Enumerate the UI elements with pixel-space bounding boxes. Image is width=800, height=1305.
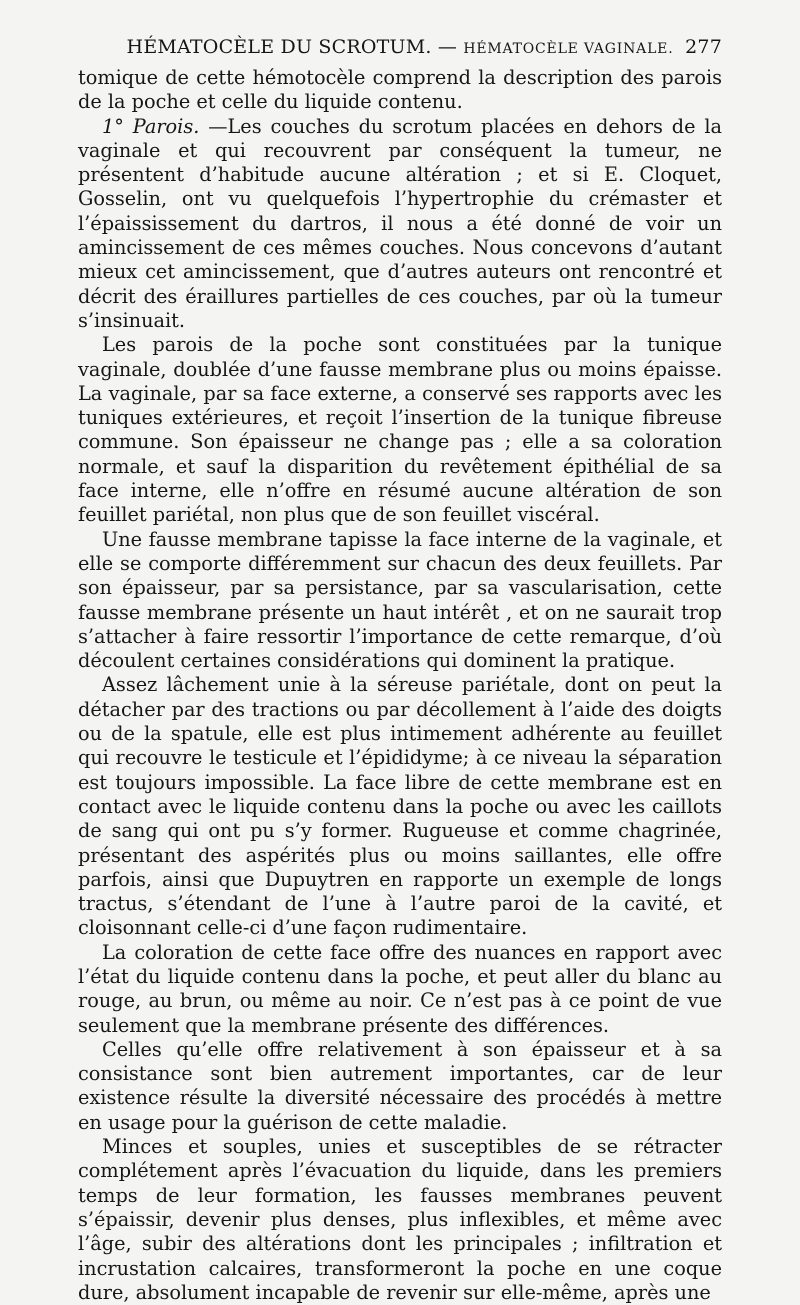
running-title bbox=[78, 36, 722, 58]
paragraph-text: Assez lâchement unie à la séreuse pariétale, dont on peut la détacher par des tractions ou par décollement à l’aide des doigts ou de la spatule, elle est plus intimement adhérente au feuillet qui recouvre le testicule et l’épididyme; à ce niveau la séparation est toujours impossible. La face libre de cette membrane est en contact avec le liquide contenu dans la poche ou avec les caillots de sang qui ont pu s’y former. Rugueuse et comme chagrinée, présentant des aspérités plus ou moins saillantes, elle offre parfois, ainsi que Dupuytren en rapporte un exemple de longs tractus, s’étendant de l’une à l’autre paroi de la cavité, et cloisonnant celle-ci d’une façon rudimentaire. bbox=[78, 673, 722, 940]
paragraph bbox=[78, 333, 722, 527]
page-number: 277 bbox=[685, 36, 722, 58]
paragraph bbox=[78, 1135, 722, 1305]
paragraph bbox=[78, 673, 722, 940]
paragraph-text: La coloration de cette face offre des nuances en rapport avec l’état du liquide contenu dans la poche, et peut aller du blanc au rouge, au brun, ou même au noir. Ce n’est pas à ce point de vue seulement que la membrane présente des différences. bbox=[78, 940, 722, 1037]
paragraph bbox=[78, 941, 722, 1038]
paragraph bbox=[78, 528, 722, 674]
paragraph bbox=[78, 66, 722, 115]
running-title-sub: HÉMATOCÈLE VAGINALE. bbox=[463, 41, 674, 57]
paragraph-text: —Les couches du scrotum placées en dehors de la vaginale et qui recouvrent par conséquent la tumeur, ne présentent d’habitude aucune altération ; et si E. Cloquet, Gosselin, ont vu quelquefois l’hypertrophie du crémaster et l’épaississement du dartros, il nous a été donné de voir un amincissement de ces mêmes couches. Nous concevons d’autant mieux cet amincissement, que d’autres auteurs ont rencontré et décrit des éraillures partielles de ces couches, par où la tumeur s’insinuait. bbox=[78, 114, 723, 332]
paragraph-text: Celles qu’elle offre relativement à son épaisseur et à sa consistance sont bien autrement importantes, car de leur existence résulte la diversité nécessaire des procédés à mettre en usage pour la guérison de cette maladie. bbox=[78, 1037, 722, 1134]
paragraph-text: tomique de cette hémotocèle comprend la description des parois de la poche et celle du liquide contenu. bbox=[78, 66, 722, 114]
paragraph-text: Les parois de la poche sont constituées par la tunique vaginale, doublée d’une fausse membrane plus ou moins épaisse. La vaginale, par sa face externe, a conservé ses rapports avec les tuniques extérieures, et reçoit l’insertion de la tunique fibreuse commune. Son épaisseur ne change pas ; elle a sa coloration normale, et sauf la disparition du revêtement épithélial de sa face interne, elle n’offre en résumé aucune altération de son feuillet pariétal, non plus que de son feuillet viscéral. bbox=[78, 333, 722, 527]
paragraph bbox=[78, 115, 722, 334]
body-text bbox=[78, 66, 722, 1305]
paragraph-text: Minces et souples, unies et susceptibles de se rétracter complétement après l’évacuation du liquide, dans les premiers temps de leur formation, les fausses membranes peuvent s’épaissir, devenir plus denses, plus inflexibles, et même avec l’âge, subir des altérations dont les principales ; infiltration et incrustation calcaires, transformeront la poche en une coque dure, absolument incapable de revenir sur elle-même, après une bbox=[78, 1135, 722, 1304]
paragraph-text: Une fausse membrane tapisse la face interne de la vaginale, et elle se comporte différemment sur chacun des deux feuillets. Par son épaisseur, par sa persistance, par sa vascularisation, cette fausse membrane présente un haut intérêt , et on ne saurait trop s’attacher à faire ressortir l’importance de cette remarque, d’où découlent certaines considérations qui dominent la pratique. bbox=[78, 527, 722, 673]
running-header bbox=[78, 36, 722, 66]
section-heading-parois: 1° Parois. bbox=[102, 114, 200, 138]
running-title-main: HÉMATOCÈLE DU SCROTUM. bbox=[126, 36, 432, 58]
running-title-separator: — bbox=[437, 36, 458, 58]
paragraph bbox=[78, 1038, 722, 1135]
